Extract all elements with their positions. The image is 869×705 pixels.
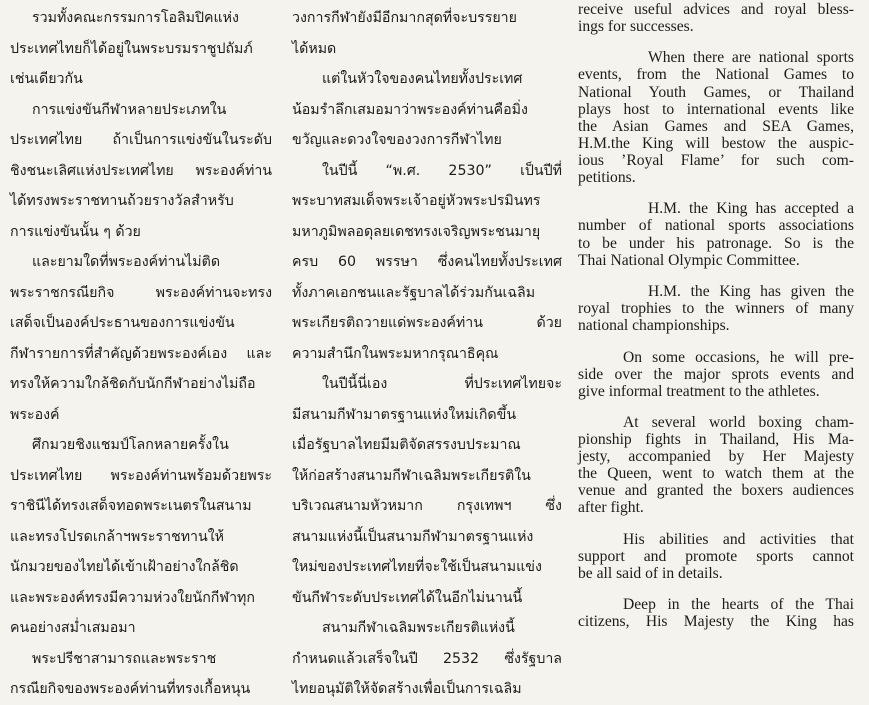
text-line: support and promote sports cannot <box>578 547 854 565</box>
text-line: และทรงโปรดเกล้าฯพระราชทานให้ <box>10 528 224 545</box>
text-line: ศึกมวยชิงแชมป์โลกหลายครั้งใน <box>32 437 229 453</box>
text-line: พระองค์ <box>10 406 60 423</box>
text-line: ไทยอนุมัติให้จัดสร้างเพื่อเป็นการเฉลิม <box>292 681 522 697</box>
text-line: ious ’Royal Flame’ for such com- <box>578 151 854 169</box>
text-line: ราชินีได้ทรงเสด็จทอดพระเนตรในสนาม <box>10 498 252 514</box>
thai-col2-paragraph <box>292 369 562 613</box>
text-line: รวมทั้งคณะกรรมการโอลิมปิคแห่ง <box>32 10 239 26</box>
text-line: National Youth Games, or Thailand <box>578 83 854 101</box>
english-column <box>578 0 854 630</box>
text-line: venue and granted the boxers audiences <box>578 482 854 500</box>
text-line: royal trophies to the winners of many <box>578 300 854 318</box>
text-line: ได้ทรงพระราชทานถ้วยรางวัลสำหรับ <box>10 193 234 209</box>
thai-col2-paragraph <box>292 613 562 705</box>
text-line: กำหนดแล้วเสร็จในปี 2532 ซึ่งรัฐบาล <box>292 650 562 667</box>
text-line: และยามใดที่พระองค์ท่านไม่ติด <box>32 254 221 270</box>
text-line: side over the major sprots events and <box>578 365 854 383</box>
text-line: ให้ก่อสร้างสนามกีฬาเฉลิมพระเกียรติใน <box>292 467 531 484</box>
text-line: คนอย่างสม่ำเสมอมา <box>10 620 136 636</box>
text-line: มีสนามกีฬามาตรฐานแห่งใหม่เกิดขึ้น <box>292 406 517 423</box>
text-line: กีฬารายการที่สำคัญด้วยพระองค์เอง และ <box>10 345 272 362</box>
text-line: การแข่งขันกีฬาหลายประเภทใน <box>32 101 227 118</box>
text-line: On some occasions, he will pre- <box>623 348 854 366</box>
thai-column-1 <box>10 0 272 697</box>
text-line: การแข่งขันนั้น ๆ ด้วย <box>10 223 141 240</box>
text-line: H.M. the King has accepted a <box>648 200 854 218</box>
text-line: be all said of in details. <box>578 564 723 582</box>
text-line: H.M.the King will bestow the auspic- <box>578 134 854 152</box>
text-line: Thai National Olympic Committee. <box>578 251 800 269</box>
text-line: ชิงชนะเลิศแห่งประเทศไทย พระองค์ท่าน <box>10 162 272 179</box>
english-col-paragraph <box>578 349 854 400</box>
text-line: น้อมรำลึกเสมอมาว่าพระองค์ท่านคือมิ่ง <box>292 101 528 118</box>
text-line: jesty, accompanied by Her Majesty <box>578 448 854 466</box>
text-line: ทั้งภาคเอกชนและรัฐบาลได้ร่วมกันเฉลิม <box>292 284 536 301</box>
text-line: กรณียกิจของพระองค์ท่านที่ทรงเกื้อหนุน <box>10 681 251 697</box>
text-line: ความสำนึกในพระมหากรุณาธิคุณ <box>292 345 499 362</box>
thai-col1-paragraph <box>10 247 272 430</box>
text-line: plays host to international events like <box>578 100 854 118</box>
text-line: petitions. <box>578 169 636 187</box>
text-line: give informal treatment to the athletes. <box>578 382 820 400</box>
text-line: และพระองค์ทรงมีความห่วงใยนักกีฬาทุก <box>10 589 255 606</box>
text-line: ในปีนี้นี่เอง ที่ประเทศไทยจะ <box>322 376 562 392</box>
thai-col1-paragraph <box>10 95 272 248</box>
text-line: pionship fights in Thailand, His Ma- <box>578 431 854 449</box>
english-col-paragraph <box>578 414 854 517</box>
text-line: ขวัญและดวงใจของวงการกีฬาไทย <box>292 132 502 148</box>
text-line: บริเวณสนามหัวหมาก กรุงเทพฯ ซึ่ง <box>292 498 562 514</box>
text-line: นักมวยของไทยได้เข้าเฝ้าอย่างใกล้ชิด <box>10 559 239 575</box>
text-line: Deep in the hearts of the Thai <box>623 596 854 614</box>
text-line: เสด็จเป็นองค์ประธานของการแข่งขัน <box>10 315 235 331</box>
text-line: His abilities and activities that <box>623 530 854 548</box>
english-col-paragraph <box>578 531 854 582</box>
thai-col1-paragraph <box>10 430 272 644</box>
text-line: พระบาทสมเด็จพระเจ้าอยู่หัวพระปรมินทร <box>292 193 541 209</box>
english-col-paragraph <box>578 49 854 186</box>
text-line: สนามกีฬาเฉลิมพระเกียรติแห่งนี้ <box>322 620 515 636</box>
text-line: พระเกียรติถวายแด่พระองค์ท่าน ด้วย <box>292 315 562 331</box>
english-col-paragraph <box>578 1 854 35</box>
text-line: citizens, His Majesty the King has <box>578 613 854 631</box>
text-line: เมื่อรัฐบาลไทยมีมติจัดสรรงบประมาณ <box>292 437 521 453</box>
text-line: receive useful advices and royal bless- <box>578 1 854 18</box>
text-line: ประเทศไทยก็ได้อยู่ในพระบรมราชูปถัมภ์ <box>10 40 253 57</box>
text-line: สนามแห่งนี้เป็นสนามกีฬามาตรฐานแห่ง <box>292 528 534 545</box>
text-line: แต่ในหัวใจของคนไทยทั้งประเทศ <box>322 71 523 87</box>
text-line: เช่นเดียวกัน <box>10 71 83 87</box>
english-col-paragraph <box>578 200 854 268</box>
thai-col2-paragraph <box>292 64 562 156</box>
thai-col2-paragraph <box>292 156 562 370</box>
thai-col1-paragraph <box>10 644 272 705</box>
text-line: ประเทศไทย พระองค์ท่านพร้อมด้วยพระ <box>10 467 272 484</box>
text-line: national championships. <box>578 317 730 335</box>
text-line: ประเทศไทย ถ้าเป็นการแข่งขันในระดับ <box>10 132 272 148</box>
text-line: number of national sports associations <box>578 217 854 235</box>
text-line: At several world boxing cham- <box>623 414 854 431</box>
text-line: the Asian Games and SEA Games, <box>578 117 854 135</box>
text-line: H.M. the King has given the <box>648 283 854 300</box>
text-line: events, from the National Games to <box>578 66 854 84</box>
text-line: พระราชกรณียกิจ พระองค์ท่านจะทรง <box>10 284 272 301</box>
english-col-paragraph <box>578 596 854 630</box>
text-line: มหาภูมิพลอดุลยเดชทรงเจริญพระชนมายุ <box>292 223 541 240</box>
text-line: ในปีนี้ “พ.ศ. 2530” เป็นปีที่ <box>322 162 562 179</box>
thai-col1-paragraph <box>10 3 272 95</box>
text-line: ได้หมด <box>292 40 337 57</box>
text-line: ings for successes. <box>578 18 694 36</box>
english-col-paragraph <box>578 283 854 334</box>
text-line: ทรงให้ความใกล้ชิดกับนักกีฬาอย่างไม่ถือ <box>10 376 256 392</box>
text-line: the Queen, went to watch them at the <box>578 465 854 483</box>
text-line: พระปรีชาสามารถและพระราช <box>32 650 217 667</box>
thai-col2-paragraph <box>292 3 562 64</box>
text-line: ครบ 60 พรรษา ซึ่งคนไทยทั้งประเทศ <box>292 254 562 270</box>
text-line: to be under his patronage. So is the <box>578 234 854 252</box>
text-line: ใหม่ของประเทศไทยที่จะใช้เป็นสนามแข่ง <box>292 559 542 575</box>
text-line: ขันกีฬาระดับประเทศได้ในอีกไม่นานนี้ <box>292 589 523 606</box>
thai-column-2 <box>292 0 562 697</box>
text-line: after fight. <box>578 499 644 517</box>
text-line: When there are national sports <box>648 49 854 67</box>
text-line: วงการกีฬายังมีอีกมากสุดที่จะบรรยาย <box>292 10 517 26</box>
